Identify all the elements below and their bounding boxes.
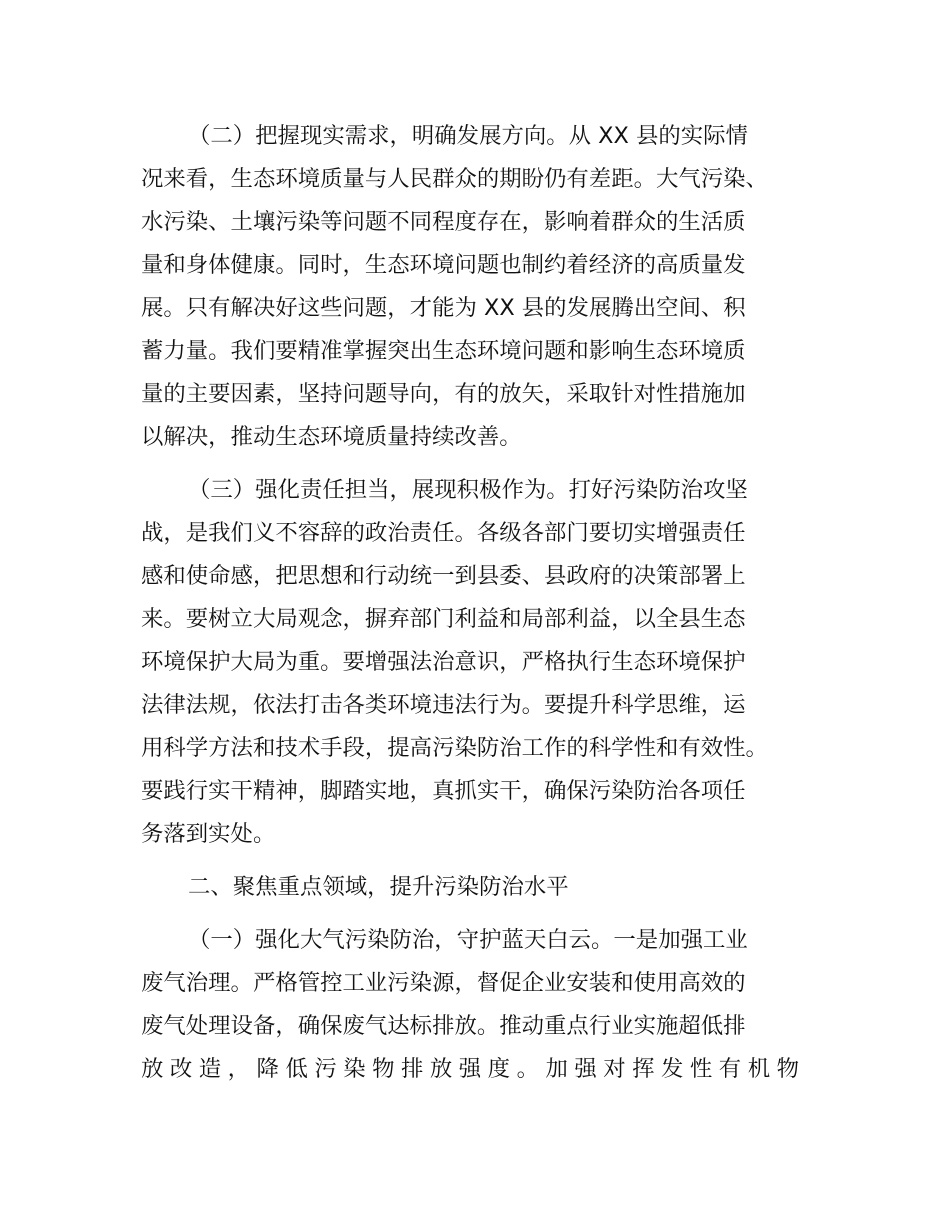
text-line: 环境保护大局为重。要增强法治意识，严格执行生态环境保护 bbox=[141, 649, 746, 675]
text-line: 量的主要因素，坚持问题导向，有的放矢，采取针对性措施加 bbox=[141, 381, 746, 407]
paragraph-market-demand bbox=[141, 115, 813, 459]
text-line: 废气治理。严格管控工业污染源，督促企业安装和使用高效的 bbox=[141, 970, 746, 996]
text-line: 感和使命感，把思想和行动统一到县委、县政府的决策部署上 bbox=[141, 563, 746, 589]
text-line: 法律法规，依法打击各类环境违法行为。要提升科学思维，运 bbox=[141, 692, 746, 718]
paragraph-spacer bbox=[141, 856, 813, 866]
text-line: 蓄力量。我们要精准掌握突出生态环境问题和影响生态环境质 bbox=[141, 338, 746, 364]
text-line: （一）强化大气污染防治，守护蓝天白云。一是加强工业 bbox=[188, 927, 748, 953]
text-line: 废气处理设备，确保废气达标排放。推动重点行业实施超低排 bbox=[141, 1013, 746, 1039]
text-line: 水污染、土壤污染等问题不同程度存在，影响着群众的生活质 bbox=[141, 209, 746, 235]
paragraph-air-pollution bbox=[141, 919, 813, 1091]
text-line: 要践行实干精神，脚踏实地，真抓实干，确保污染防治各项任 bbox=[141, 778, 746, 804]
text-line: 来。要树立大局观念，摒弃部门利益和局部利益，以全县生态 bbox=[141, 606, 746, 632]
paragraph-spacer bbox=[141, 909, 813, 919]
section-heading bbox=[141, 866, 813, 909]
section-heading-text: 二、聚焦重点领域，提升污染防治水平 bbox=[188, 874, 569, 900]
text-line: 务落到实处。 bbox=[141, 821, 276, 847]
paragraph-spacer bbox=[141, 459, 813, 469]
text-line: 展。只有解决好这些问题，才能为 XX 县的发展腾出空间、积 bbox=[141, 295, 746, 321]
text-line: 放改造，降低污染物排放强度。加强对挥发性有机物 bbox=[141, 1056, 806, 1082]
document-body bbox=[141, 115, 813, 1091]
text-line: 量和身体健康。同时，生态环境问题也制约着经济的高质量发 bbox=[141, 252, 746, 278]
text-line: 用科学方法和技术手段，提高污染防治工作的科学性和有效性。 bbox=[141, 735, 768, 761]
text-line: 战，是我们义不容辞的政治责任。各级各部门要切实增强责任 bbox=[141, 520, 746, 546]
text-line: （二）把握现实需求，明确发展方向。从 XX 县的实际情 bbox=[188, 123, 748, 149]
text-line: （三）强化责任担当，展现积极作为。打好污染防治攻坚 bbox=[188, 477, 748, 503]
paragraph-responsibility bbox=[141, 469, 813, 856]
text-line: 况来看，生态环境质量与人民群众的期盼仍有差距。大气污染、 bbox=[141, 166, 768, 192]
text-line: 以解决，推动生态环境质量持续改善。 bbox=[141, 424, 522, 450]
